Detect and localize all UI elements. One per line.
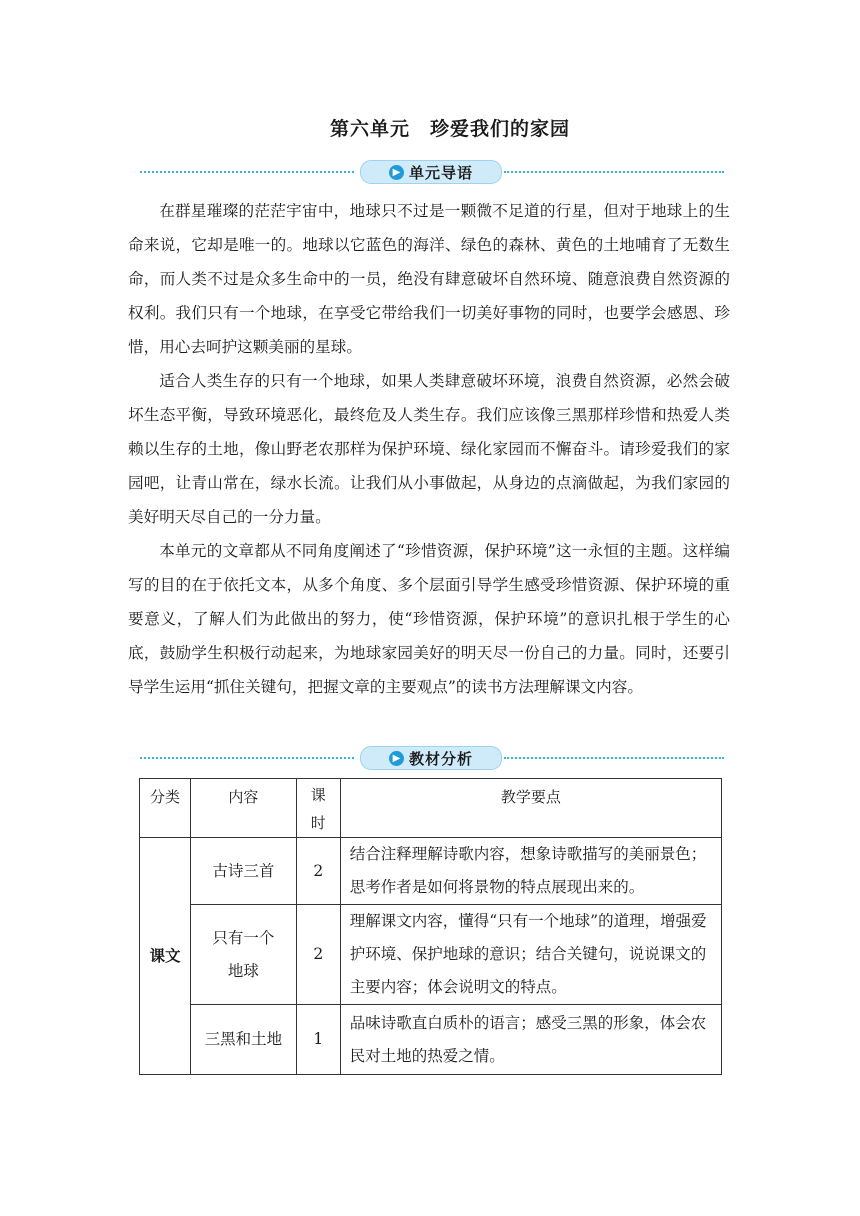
section-heading: 单元导语 (408, 163, 473, 182)
section-heading-pill (360, 160, 502, 184)
intro-paragraph: 本单元的文章都从不同角度阐述了“珍惜资源，保护环境”这一永恒的主题。这样编写的目的在于依托文本，从多个角度、多个层面引导学生感受珍惜资源、保护环境的重要意义，了解人们为此做出的努力，使“珍惜资源，保护环境”的意识扎根于学生的心底，鼓励学生积极行动起来，为地球家园美好的明天尽一份自己的力量。同时，还要引导学生运用“抓住关键句，把握文章的主要观点”的读书方法理解课文内容。 (128, 542, 730, 696)
content-cell: 三黑和土地 (190, 1005, 296, 1075)
header-hours: 课时 (296, 779, 340, 838)
header-points: 教学要点 (340, 779, 721, 838)
hours-cell: 1 (296, 1005, 340, 1075)
header-category: 分类 (140, 779, 191, 838)
intro-paragraph: 适合人类生存的只有一个地球，如果人类肆意破坏环境，浪费自然资源，必然会破坏生态平衡，导致环境恶化，最终危及人类生存。我们应该像三黑那样珍惜和热爱人类赖以生存的土地，像山野老农那样为保护环境、绿化家园而不懈奋斗。请珍爱我们的家园吧，让青山常在，绿水长流。让我们从小事做起，从身边的点滴做起，为我们家园的美好明天尽自己的一分力量。 (128, 372, 730, 526)
table-header-row (140, 779, 722, 838)
points-cell: 结合注释理解诗歌内容，想象诗歌描写的美丽景色；思考作者是如何将景物的特点展现出来的。 (340, 838, 721, 905)
arrow-right-icon: ▶ (389, 165, 404, 180)
points-cell: 理解课文内容，懂得“只有一个地球”的道理，增强爱护环境、保护地球的意识；结合关键句，说说课文的主要内容；体会说明文的特点。 (340, 905, 721, 1005)
intro-body (128, 194, 730, 704)
analysis-table (139, 778, 722, 1075)
intro-paragraph: 在群星璀璨的茫茫宇宙中，地球只不过是一颗微不足道的行星，但对于地球上的生命来说，它却是唯一的。地球以它蓝色的海洋、绿色的森林、黄色的土地哺育了无数生命，而人类不过是众多生命中的一员，绝没有肆意破坏自然环境、随意浪费自然资源的权利。我们只有一个地球，在享受它带给我们一切美好事物的同时，也要学会感恩、珍惜，用心去呵护这颗美丽的星球。 (128, 202, 730, 356)
analysis-section-banner (140, 746, 724, 770)
section-heading: 教材分析 (408, 749, 473, 768)
dotted-divider-left (140, 757, 354, 759)
dotted-divider-left (140, 171, 354, 173)
dotted-divider-right (504, 171, 724, 173)
table-row (140, 1005, 722, 1075)
page-title: 第六单元 珍爱我们的家园 (329, 118, 570, 140)
hours-cell: 2 (296, 905, 340, 1005)
content-cell: 古诗三首 (190, 838, 296, 905)
header-content: 内容 (190, 779, 296, 838)
table-row (140, 838, 722, 905)
arrow-right-icon: ▶ (389, 751, 404, 766)
hours-cell: 2 (296, 838, 340, 905)
category-cell: 课文 (140, 838, 191, 1075)
dotted-divider-right (504, 757, 724, 759)
section-heading-pill (360, 746, 502, 770)
table-row (140, 905, 722, 1005)
content-cell: 只有一个地球 (190, 905, 296, 1005)
points-cell: 品味诗歌直白质朴的语言；感受三黑的形象，体会农民对土地的热爱之情。 (340, 1005, 721, 1075)
intro-section-banner (140, 160, 724, 184)
